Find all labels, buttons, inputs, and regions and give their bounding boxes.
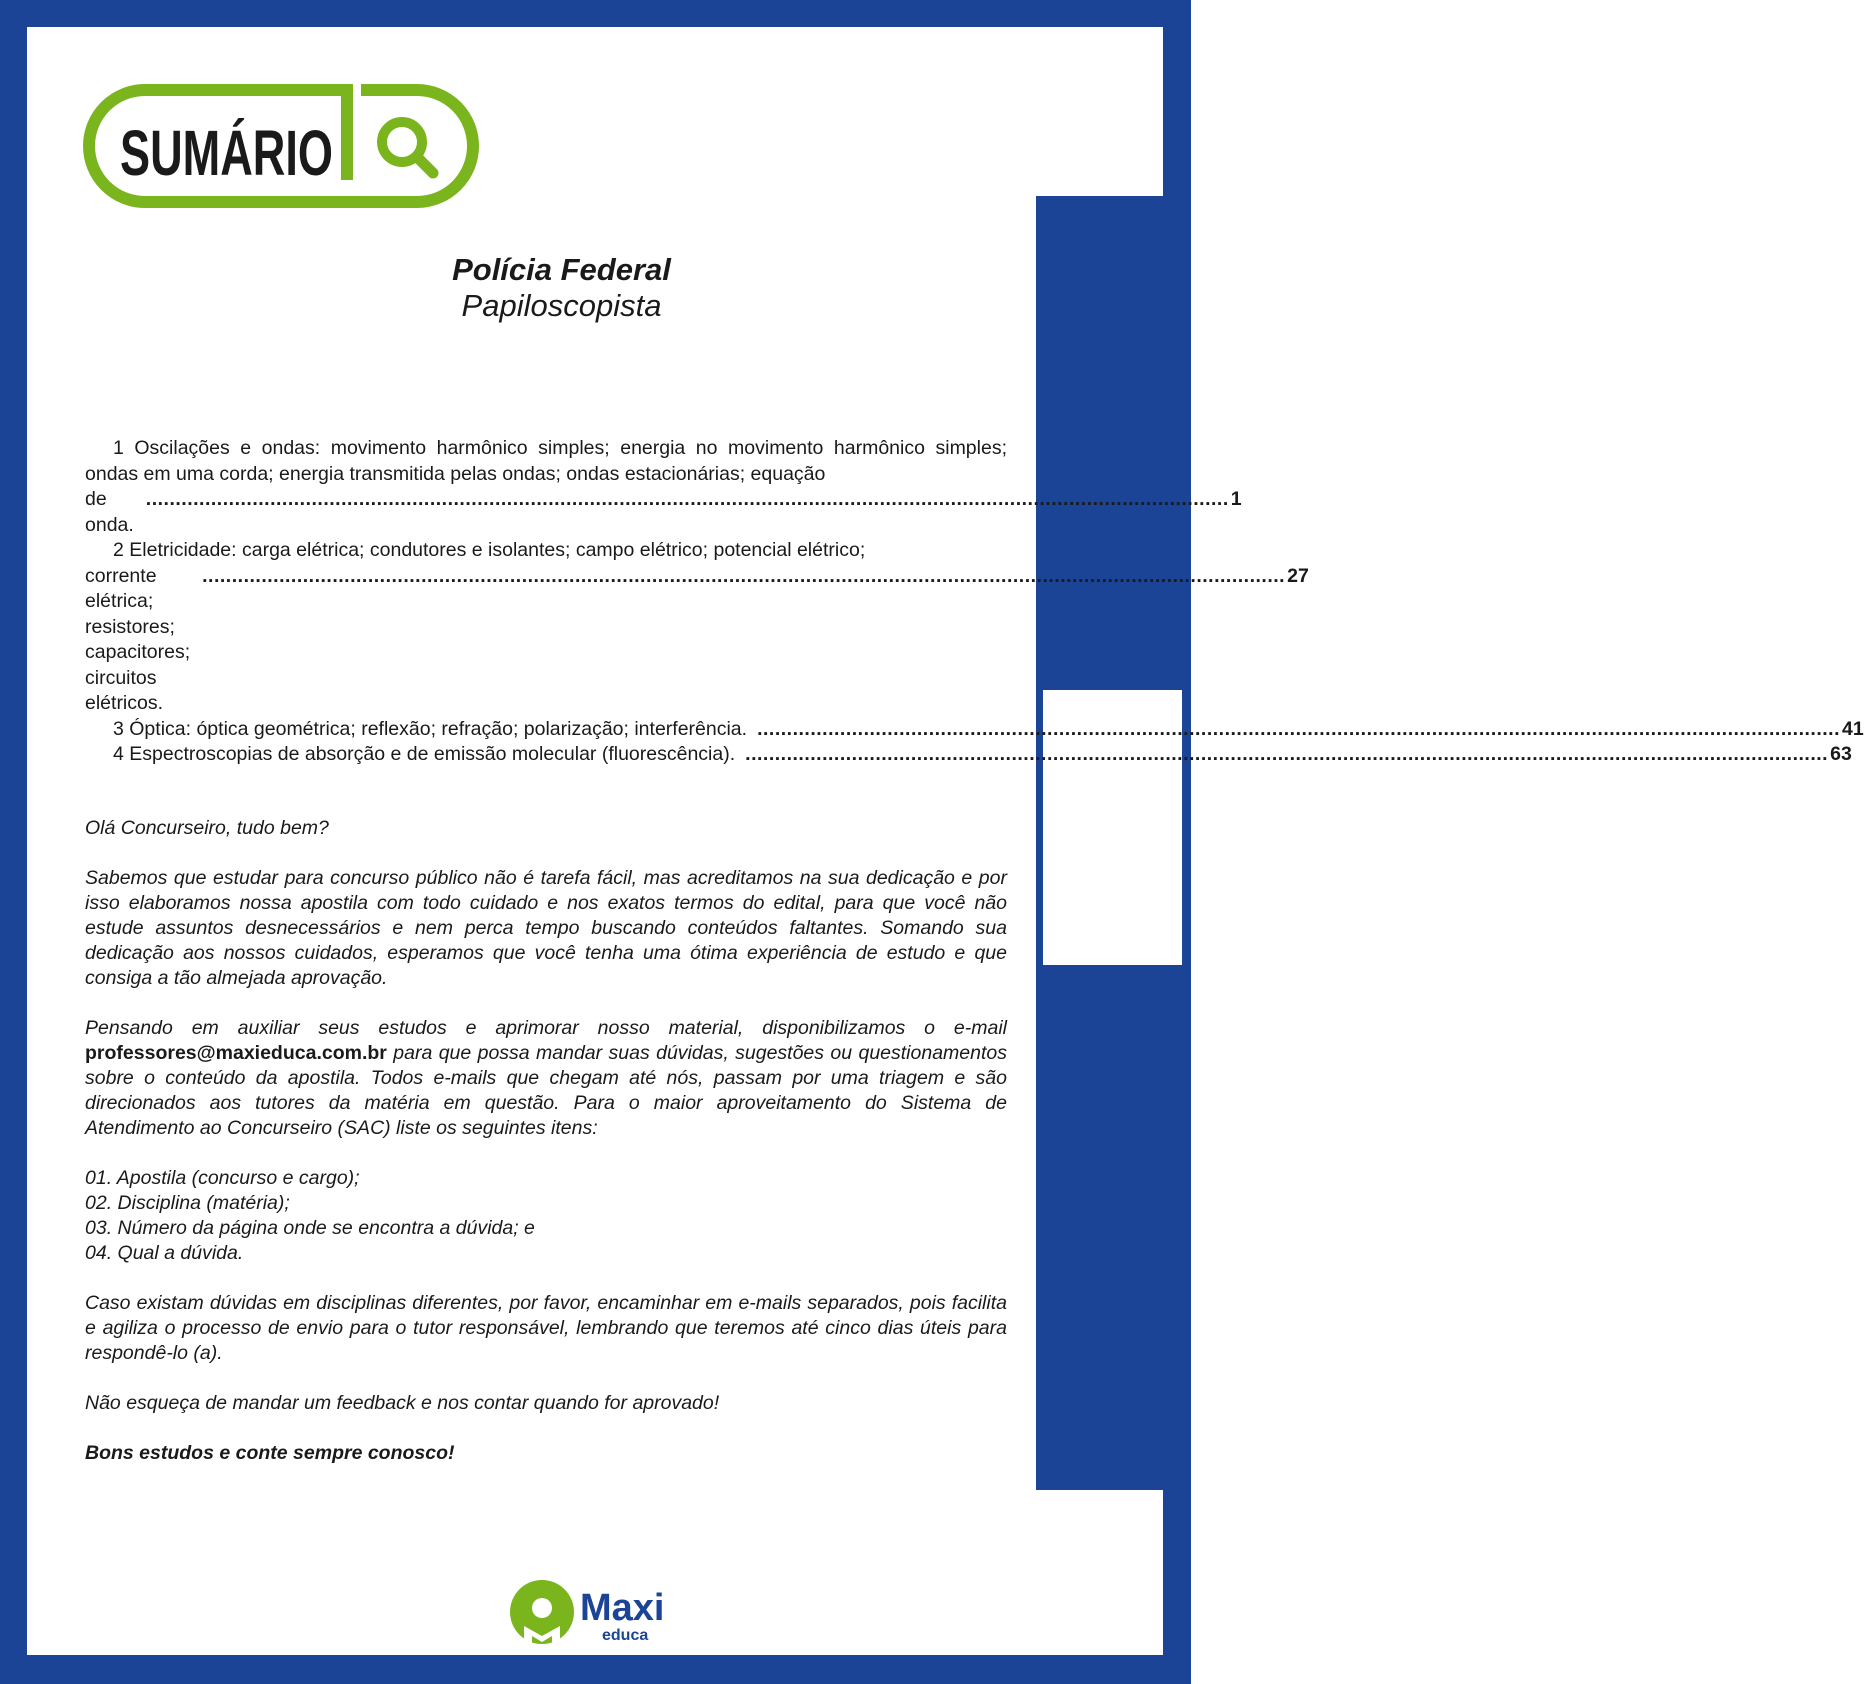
page-border-top [0,0,1191,27]
paragraph-contact-start: Pensando em auxiliar seus estudos e aprimorar nosso material, disponibilizamos o e-mail [85,1017,1007,1039]
maxi-person-icon [510,1580,574,1646]
welcome-message [85,816,1007,1491]
greeting: Olá Concurseiro, tudo bem? [85,817,329,839]
toc-entry-2[interactable] [85,538,1309,717]
toc-page-number: 41 [1842,717,1864,740]
toc-entry-text: 4 Espectroscopias de absorção e de emissão molecular (fluorescência). [113,743,736,765]
paragraph-contact [85,1016,1007,1141]
paragraph-separate-emails: Caso existam dúvidas em disciplinas diferentes, por favor, encaminhar em e-mails separados, pois facilita e agiliza o processo de envio para o tutor responsável, lembrando que teremos até cinco dias úteis para respondê-lo (a). [85,1292,1007,1364]
page-border-left [0,0,27,1684]
paragraph-feedback: Não esqueça de mandar um feedback e nos contar quando for aprovado! [85,1392,720,1414]
toc-page-number: 1 [1230,488,1242,510]
toc-entry-tail: corrente elétrica; resistores; capacitores; circuitos elétricos. [85,564,191,714]
toc-page-number: 63 [1830,743,1852,765]
toc-leader-dots: ....................................................................................................................................................................................... [757,717,1841,740]
sumario-logo [83,84,479,208]
paragraph-contact-end: para que possa mandar suas dúvidas, sugestões ou questionamentos sobre o conteúdo da apostila. Todos e-mails que chegam até nós, passam por uma triagem e são direcionados aos tutores da matéria em questão. Para o maior aproveitamento do Sistema de Atendimento ao Concurseiro (SAC) liste os seguintes itens: [85,1042,1007,1139]
contact-email-link[interactable]: professores@maxieduca.com.br [85,1042,387,1064]
toc-leader-dots: ....................................................................................................................................................................................... [745,743,1829,765]
list-item: 04. Qual a dúvida. [85,1242,244,1264]
list-item: 01. Apostila (concurso e cargo); [85,1167,360,1189]
toc-leader-dots: ....................................................................................................................................................................................... [202,564,1286,587]
maxi-brand-text: Maxi [580,1587,665,1629]
toc-page-number: 27 [1287,564,1309,587]
toc-entry-3[interactable] [85,717,1864,743]
table-of-contents [85,436,1864,768]
list-item: 02. Disciplina (matéria); [85,1192,290,1214]
toc-entry-1[interactable] [85,436,1242,538]
page-title: Polícia Federal [452,252,671,287]
page-border-bottom [0,1655,1191,1684]
maxi-tagline-text: educa [602,1627,649,1644]
paragraph-intro: Sabemos que estudar para concurso público não é tarefa fácil, mas acreditamos na sua dedicação e por isso elaboramos nossa apostila com todo cuidado e nos exatos termos do edital, para que você não estude assuntos desnecessários e nem perca tempo buscando conteúdos faltantes. Somando sua dedicação aos nossos cuidados, esperamos que você tenha uma ótima experiência de estudo e que consiga a tão almejada aprovação. [85,867,1007,989]
toc-entry-text: 3 Óptica: óptica geométrica; reflexão; refração; polarização; interferência. [113,717,748,740]
list-item: 03. Número da página onde se encontra a dúvida; e [85,1217,535,1239]
sumario-logo-text: SUMÁRIO [120,117,333,189]
toc-entry-4[interactable] [85,742,1852,768]
toc-entry-tail: de onda. [85,488,134,536]
toc-leader-dots: ....................................................................................................................................................................................... [145,488,1229,510]
sac-item-list [85,1166,1007,1266]
toc-entry-text: 1 Oscilações e ondas: movimento harmônico simples; energia no movimento harmônico simples; ondas em uma corda; energia transmitida pelas ondas; ondas estacionárias; equação [85,437,1007,485]
page-subtitle: Papiloscopista [461,288,662,323]
maxi-educa-logo [510,1578,682,1646]
closing-line: Bons estudos e conte sempre conosco! [85,1442,455,1464]
toc-entry-text: 2 Eletricidade: carga elétrica; condutores e isolantes; campo elétrico; potencial elétrico; [113,539,866,561]
magnifier-icon [382,122,433,173]
